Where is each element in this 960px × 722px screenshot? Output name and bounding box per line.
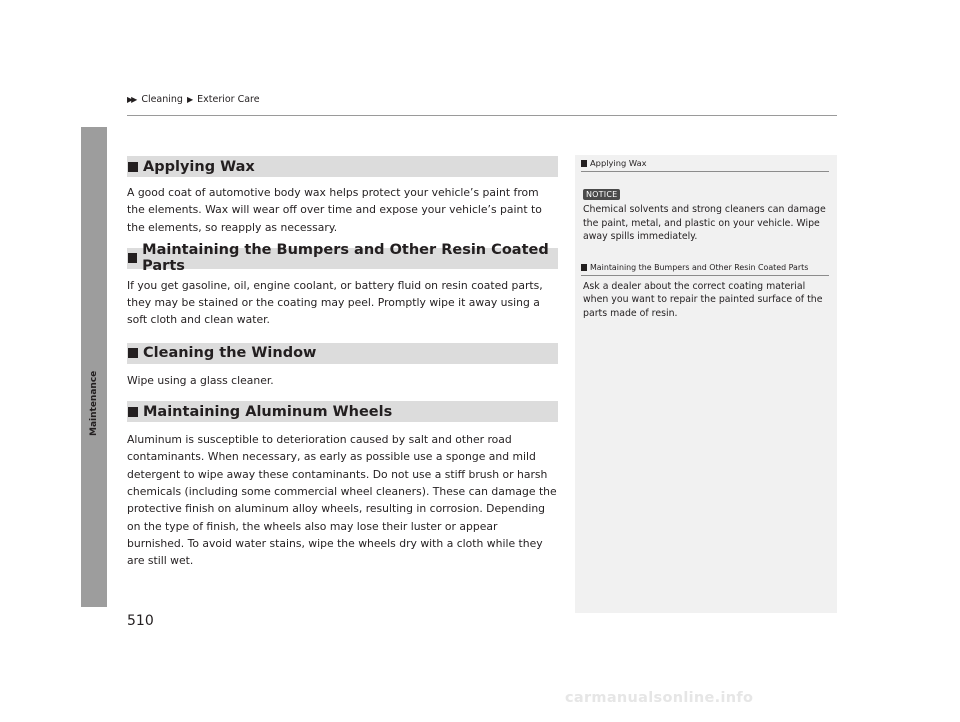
section-body-applying-wax: A good coat of automotive body wax helps protect your vehicle’s paint from the elements. Wax will wear off over time and expose your vehicle’s paint to the elements, so reapply as necessary. [127,186,542,234]
section-heading-text: Maintaining Aluminum Wheels [143,403,393,420]
note-text: Chemical solvents and strong cleaners can damage the paint, metal, and plastic on your vehicle. Wipe away spills immediately. [583,204,826,243]
page-number: 510 [127,613,154,629]
note-title-row [581,158,829,168]
note-divider [581,275,829,276]
note-title-row [581,263,829,272]
section-body-aluminum-wheels: Aluminum is susceptible to deterioration caused by salt and other road contaminants. When necessary, as early as possible use a sponge and mild detergent to wipe away these contaminants. Do not use a stiff brush or harsh chemicals (including some commercial wheel cleaners). These can damage the protective finish on aluminum alloy wheels, resulting in corrosion. Depending on the type of finish, the wheels also may lose their luster or appear burnished. To avoid water stains, wipe the wheels dry with a cloth while they are still wet. [127,433,557,568]
chapter-side-tab [81,127,107,607]
section-heading-text: Maintaining the Bumpers and Other Resin Coated Parts [142,242,549,275]
breadcrumb [127,94,260,105]
note-bumpers [575,244,829,321]
section-heading-text: Cleaning the Window [143,345,317,362]
note-title: Maintaining the Bumpers and Other Resin Coated Parts [590,262,809,272]
breadcrumb-arrow-icon: ▶ [186,95,192,104]
section-heading-window [127,343,558,364]
note-title: Applying Wax [590,158,647,168]
header-divider [127,115,837,116]
note-applying-wax [575,155,829,244]
heading-square-icon [128,348,138,358]
section-body-window: Wipe using a glass cleaner. [127,373,274,387]
section-body-bumpers: If you get gasoline, oil, engine coolant, or battery fluid on resin coated parts, they may be stained or the coating may peel. Promptly wipe it away using a soft cloth and clean water. [127,278,543,327]
heading-square-icon [128,407,138,417]
breadcrumb-arrow-icon: ▶▶ [127,95,136,104]
notes-sidebar [575,155,837,613]
note-marker-icon [581,264,587,271]
main-content [127,156,558,569]
chapter-side-label: Maintenance [89,370,99,436]
note-text: Ask a dealer about the correct coating material when you want to repair the painted surface of the parts made of resin. [583,280,823,319]
notice-badge: NOTICE [583,189,620,200]
section-heading-text: Applying Wax [143,158,255,175]
section-heading-aluminum-wheels [127,401,558,422]
heading-square-icon [128,162,138,172]
note-divider [581,171,829,172]
breadcrumb-subsection[interactable]: Exterior Care [197,94,260,105]
note-marker-icon [581,160,587,167]
heading-square-icon [128,253,137,263]
section-heading-bumpers [127,242,558,275]
section-heading-applying-wax [127,156,558,177]
site-watermark: carmanualsonline.info [565,690,754,706]
breadcrumb-section[interactable]: Cleaning [141,94,183,105]
